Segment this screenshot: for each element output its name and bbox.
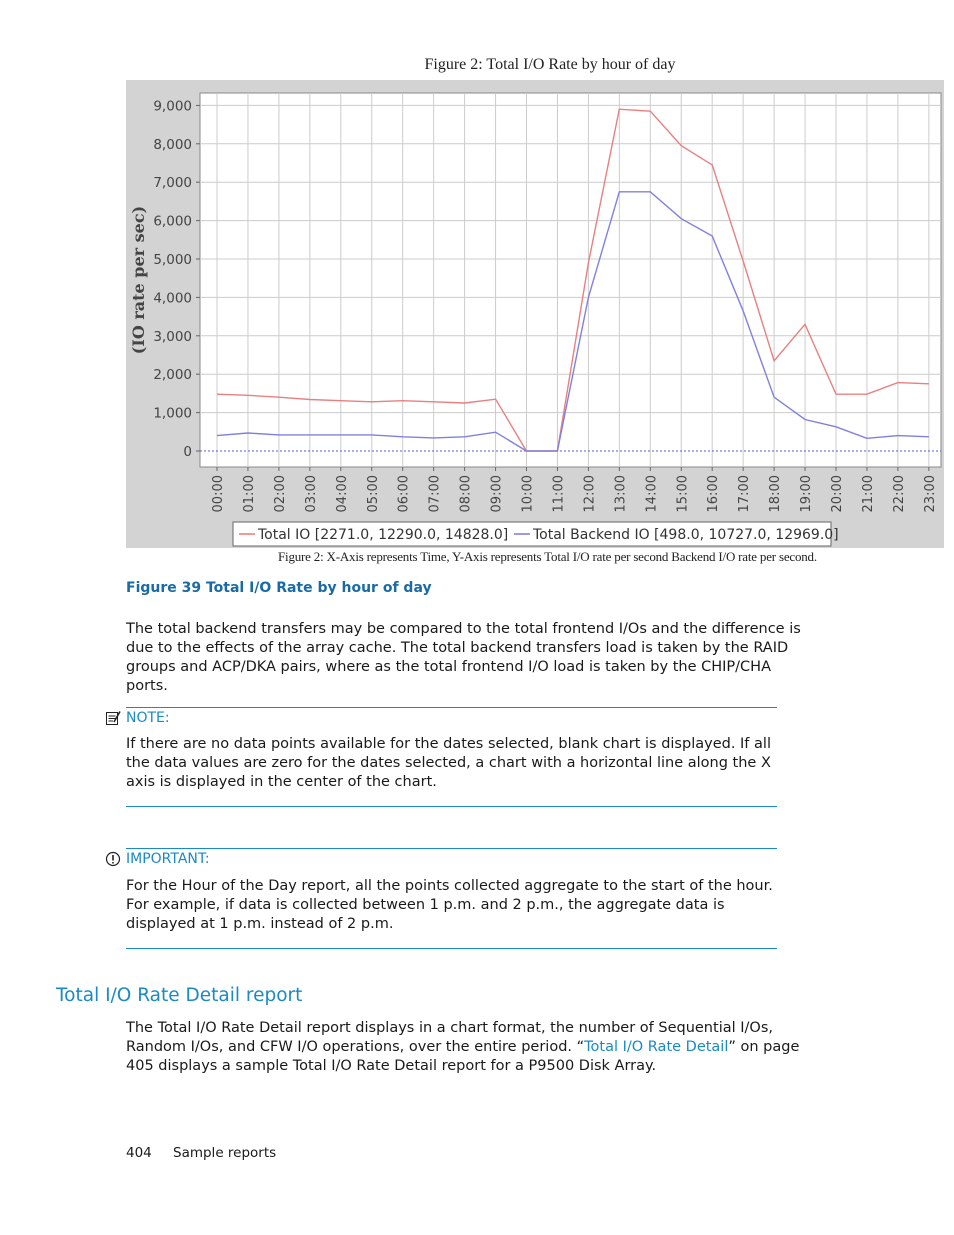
legend-label: Total Backend IO [498.0, 10727.0, 12969.0]: [533, 527, 839, 543]
y-tick-label: 7,000: [153, 175, 192, 192]
x-tick-label: 17:00: [737, 475, 753, 513]
x-tick-label: 02:00: [272, 475, 288, 513]
y-axis-label: (IO rate per sec): [129, 205, 148, 355]
note-icon: [105, 710, 121, 726]
chart-inner-caption: Figure 2: X-Axis represents Time, Y-Axis represents Total I/O rate per second Backend I/O rate per second.: [278, 549, 817, 564]
line-chart: [126, 80, 944, 548]
important-heading: [105, 851, 210, 867]
important-label: IMPORTANT:: [126, 851, 210, 867]
paragraph-backend-transfers: The total backend transfers may be compared to the total frontend I/Os and the difference is due to the effects of the array cache. The total backend transfers load is taken by the RAID groups and ACP/DKA pairs, where as the total frontend I/O load is taken by the CHIP/CHA ports.: [126, 621, 801, 694]
note-bottom-rule: [126, 806, 777, 807]
important-bottom-rule: [126, 948, 777, 949]
x-tick-label: 18:00: [768, 475, 784, 513]
y-tick-label: 1,000: [153, 405, 192, 422]
y-tick-label: 8,000: [153, 136, 192, 153]
paragraph-rate-detail-start: The Total I/O Rate Detail report displays in a chart format, the number of Sequential I/Os, Random I/Os, and CFW I/O operations, over the entire period. “: [126, 1020, 773, 1055]
link-total-io-rate-detail[interactable]: Total I/O Rate Detail: [584, 1039, 729, 1055]
note-heading: [105, 710, 170, 726]
x-tick-label: 13:00: [613, 474, 629, 513]
x-tick-label: 23:00: [922, 475, 938, 513]
x-tick-label: 09:00: [489, 475, 505, 513]
paragraph-rate-detail-end: ” on page 405 displays a sample Total I/O Rate Detail report for a P9500 Disk Array.: [126, 1039, 800, 1074]
note-text: If there are no data points available for the dates selected, blank chart is displayed. If all the data values are zero for the dates selected, a chart with a horizontal line along the X axis is displayed in the center of the chart.: [126, 736, 771, 790]
exclamation-circle-icon: [105, 851, 121, 867]
x-tick-label: 06:00: [396, 475, 412, 513]
x-tick-label: 08:00: [458, 475, 474, 513]
y-tick-label: 3,000: [153, 328, 192, 345]
important-top-rule: [126, 848, 777, 849]
section-heading: Total I/O Rate Detail report: [56, 985, 303, 1006]
x-tick-label: 14:00: [644, 475, 660, 513]
x-tick-label: 22:00: [891, 475, 907, 513]
x-tick-label: 10:00: [520, 475, 536, 513]
chart-panel: [126, 80, 944, 548]
x-tick-label: 00:00: [211, 475, 226, 513]
y-tick-label: 6,000: [153, 213, 192, 230]
note-label: NOTE:: [126, 710, 170, 726]
x-tick-label: 07:00: [427, 475, 443, 513]
x-tick-label: 05:00: [365, 475, 381, 513]
x-tick-label: 12:00: [582, 475, 598, 513]
page-number: 404: [126, 1145, 152, 1161]
x-tick-label: 21:00: [860, 475, 876, 513]
figure-title: Figure 2: Total I/O Rate by hour of day: [424, 56, 676, 73]
x-tick-label: 03:00: [303, 475, 319, 513]
footer-section: Sample reports: [173, 1145, 277, 1161]
x-tick-label: 04:00: [334, 475, 350, 513]
important-text: For the Hour of the Day report, all the points collected aggregate to the start of the hour. For example, if data is collected between 1 p.m. and 2 p.m., the aggregate data is displayed at 1 p.m. instead of 2 p.m.: [126, 878, 773, 932]
y-tick-label: 5,000: [153, 252, 192, 268]
x-tick-label: 15:00: [675, 475, 691, 513]
y-tick-label: 2,000: [153, 367, 192, 384]
note-top-rule: [126, 707, 777, 708]
y-tick-label: 0: [183, 444, 192, 460]
x-tick-label: 01:00: [241, 475, 257, 513]
legend-label: Total IO [2271.0, 12290.0, 14828.0]: [258, 527, 509, 543]
plot-area: [200, 93, 941, 467]
figure-caption: Figure 39 Total I/O Rate by hour of day: [126, 580, 432, 596]
x-tick-label: 20:00: [830, 475, 845, 513]
y-tick-label: 4,000: [153, 290, 192, 307]
x-tick-label: 19:00: [799, 475, 815, 513]
paragraph-rate-detail: [126, 1019, 806, 1076]
x-tick-label: 16:00: [706, 475, 722, 513]
y-tick-label: 9,000: [153, 98, 192, 115]
x-tick-label: 11:00: [551, 475, 567, 513]
